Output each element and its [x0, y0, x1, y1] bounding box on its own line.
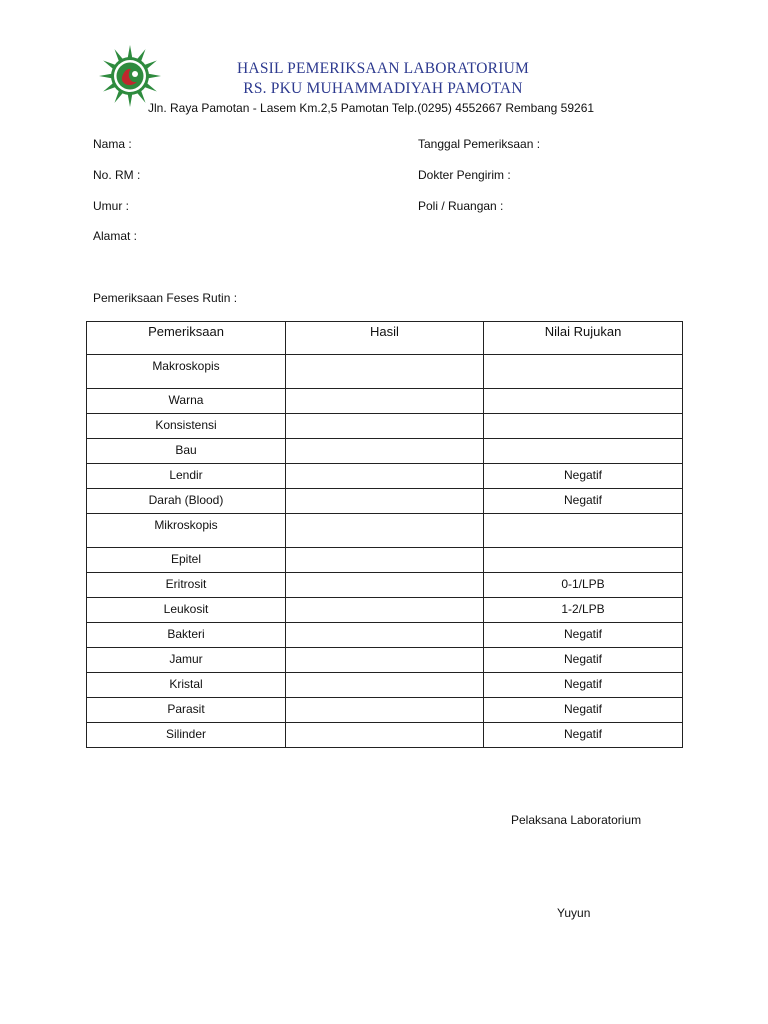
- table-header-row: [87, 322, 683, 355]
- logo-ray: [128, 94, 133, 107]
- reference-cell: [484, 548, 683, 573]
- signer-title: Pelaksana Laboratorium: [511, 813, 642, 827]
- test-name: Epitel: [87, 548, 286, 573]
- result-cell: [286, 673, 484, 698]
- reference-cell: 1-2/LPB: [484, 598, 683, 623]
- field-poli-ruangan: Poli / Ruangan :: [418, 199, 504, 213]
- reference-cell: [484, 439, 683, 464]
- signer-name: Yuyun: [557, 906, 591, 920]
- test-name: Leukosit: [87, 598, 286, 623]
- reference-cell: [484, 414, 683, 439]
- result-cell: [286, 464, 484, 489]
- reference-cell: Negatif: [484, 623, 683, 648]
- test-name: Jamur: [87, 648, 286, 673]
- result-cell: [286, 389, 484, 414]
- test-name: Warna: [87, 389, 286, 414]
- table-row: [87, 389, 683, 414]
- result-cell: [286, 723, 484, 748]
- field-alamat: Alamat :: [93, 229, 138, 243]
- hospital-name: RS. PKU MUHAMMADIYAH PAMOTAN: [243, 80, 523, 97]
- table-row: [87, 414, 683, 439]
- field-umur: Umur :: [93, 199, 129, 213]
- result-cell: [286, 548, 484, 573]
- table-row: [87, 723, 683, 748]
- test-name: Bau: [87, 439, 286, 464]
- test-name: Lendir: [87, 464, 286, 489]
- reference-cell: Negatif: [484, 723, 683, 748]
- table-row: [87, 489, 683, 514]
- table-row: [87, 673, 683, 698]
- test-name: Mikroskopis: [87, 514, 286, 548]
- lab-report-title: HASIL PEMERIKSAAN LABORATORIUM: [237, 60, 529, 77]
- reference-cell: Negatif: [484, 648, 683, 673]
- section-label: Pemeriksaan Feses Rutin :: [93, 291, 238, 305]
- table-row: [87, 439, 683, 464]
- field-nama: Nama :: [93, 137, 132, 151]
- result-cell: [286, 355, 484, 389]
- result-cell: [286, 439, 484, 464]
- column-header: Pemeriksaan: [87, 322, 286, 355]
- result-cell: [286, 573, 484, 598]
- test-name: Eritrosit: [87, 573, 286, 598]
- reference-cell: [484, 355, 683, 389]
- reference-cell: Negatif: [484, 673, 683, 698]
- reference-cell: Negatif: [484, 698, 683, 723]
- result-cell: [286, 414, 484, 439]
- hospital-address: Jln. Raya Pamotan - Lasem Km.2,5 Pamotan Telp.(0295) 4552667 Rembang 59261: [148, 101, 595, 115]
- reference-cell: [484, 514, 683, 548]
- column-header: Nilai Rujukan: [484, 322, 683, 355]
- field-no-rm: No. RM :: [93, 168, 141, 182]
- reference-cell: Negatif: [484, 489, 683, 514]
- test-name: Parasit: [87, 698, 286, 723]
- result-cell: [286, 623, 484, 648]
- table-row: [87, 548, 683, 573]
- table-row: [87, 623, 683, 648]
- result-cell: [286, 489, 484, 514]
- table-row: [87, 464, 683, 489]
- reference-cell: [484, 389, 683, 414]
- table-row: [87, 355, 683, 389]
- logo-ray: [99, 74, 112, 79]
- logo-ray: [128, 45, 133, 58]
- field-dokter-pengirim: Dokter Pengirim :: [418, 168, 511, 182]
- test-name: Kristal: [87, 673, 286, 698]
- test-name: Silinder: [87, 723, 286, 748]
- table-row: [87, 698, 683, 723]
- result-cell: [286, 698, 484, 723]
- test-name: Darah (Blood): [87, 489, 286, 514]
- test-name: Makroskopis: [87, 355, 286, 389]
- reference-cell: 0-1/LPB: [484, 573, 683, 598]
- table-row: [87, 648, 683, 673]
- table-row: [87, 514, 683, 548]
- field-tanggal-pemeriksaan: Tanggal Pemeriksaan :: [418, 137, 541, 151]
- table-row: [87, 573, 683, 598]
- result-cell: [286, 598, 484, 623]
- table-row: [87, 598, 683, 623]
- reference-cell: Negatif: [484, 464, 683, 489]
- results-table: [86, 321, 683, 748]
- test-name: Konsistensi: [87, 414, 286, 439]
- result-cell: [286, 648, 484, 673]
- column-header: Hasil: [286, 322, 484, 355]
- result-cell: [286, 514, 484, 548]
- test-name: Bakteri: [87, 623, 286, 648]
